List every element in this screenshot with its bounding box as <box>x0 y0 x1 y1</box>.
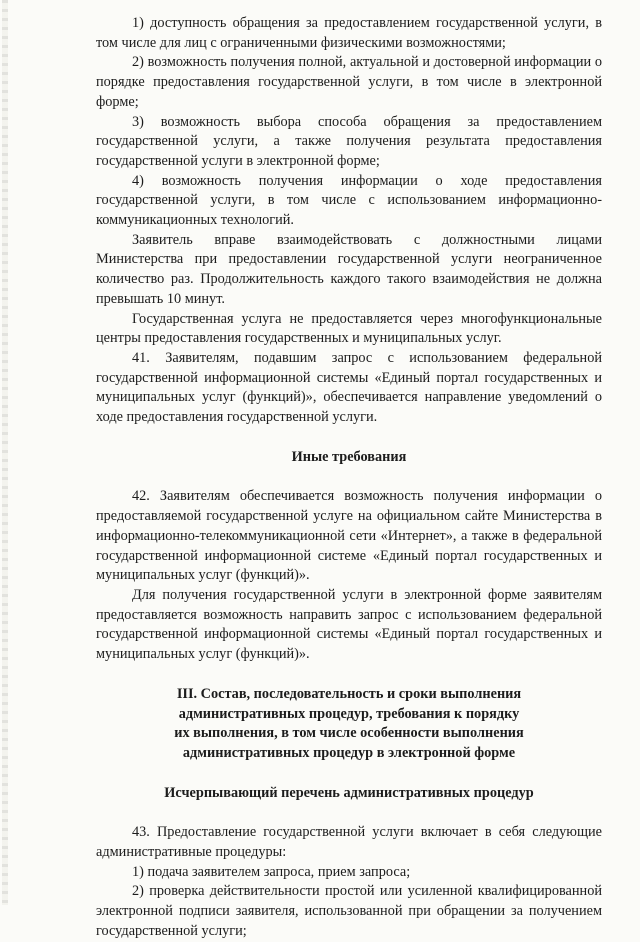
list-item: 2) проверка действительности простой или усиленной квалифицированной электронной подписи заявителя, использованной при обращении за получением государственной услуги; <box>96 883 602 939</box>
paragraph: Заявитель вправе взаимодействовать с должностными лицами Министерства при предоставлении государственной услуги неограниченное количество раз. Продолжительность каждого такого взаимодействия не должна превышать 10 минут. <box>96 231 602 307</box>
paragraph: 4) возможность получения информации о ходе предоставления государственной услуги, в том числе с использованием информационно-коммуникационных технологий. <box>96 172 602 229</box>
section-heading-line: административных процедур, требования к порядку <box>178 705 520 722</box>
paragraph: 1) доступность обращения за предоставлением государственной услуги, в том числе для лиц с ограниченными физическими возможностями; <box>96 15 602 51</box>
section-heading-line: административных процедур в электронной форме <box>182 744 516 761</box>
paragraph: Для получения государственной услуги в электронной форме заявителям предоставляется возможность направить запрос с использованием федеральной государственной информационной системы «Единый портал государственных и муниципальных услуг (функций)». <box>96 586 602 663</box>
section-heading-line: их выполнения, в том числе особенности выполнения <box>174 725 524 742</box>
list-item: 1) подача заявителем запроса, прием запроса; <box>132 863 411 880</box>
paragraph: 42. Заявителям обеспечивается возможность получения информации о предоставляемой государственной услуге на официальном сайте Министерства в информационно-телекоммуникационной сети «Интернет», а также в федеральной государственной информационной системе «Единый портал государственных и муниципальных услуг (функций)». <box>96 488 602 584</box>
paragraph: 41. Заявителям, подавшим запрос с использованием федеральной государственной информационной системы «Единый портал государственных и муниципальных услуг (функций)», обеспечивается направление уведомлений о ходе предоставления государственной услуги. <box>96 349 602 426</box>
heading-other-requirements: Иные требования <box>291 448 407 465</box>
scan-edge <box>2 0 8 905</box>
section-heading-line: III. Состав, последовательность и сроки выполнения <box>176 685 522 702</box>
paragraph: 3) возможность выбора способа обращения за предоставлением государственной услуги, а также получения результата предоставления государственной услуги в электронной форме; <box>96 113 602 169</box>
paragraph: 43. Предоставление государственной услуги включает в себя следующие административные процедуры: <box>96 824 602 861</box>
paragraph: 2) возможность получения полной, актуальной и достоверной информации о порядке предоставления государственной услуги, в том числе в электронной форме; <box>96 54 602 110</box>
paragraph: Государственная услуга не предоставляется через многофункциональные центры предоставления государственных и муниципальных услуг. <box>96 310 602 347</box>
heading-procedures-list: Исчерпывающий перечень административных процедур <box>164 784 534 801</box>
section-heading <box>96 685 602 764</box>
